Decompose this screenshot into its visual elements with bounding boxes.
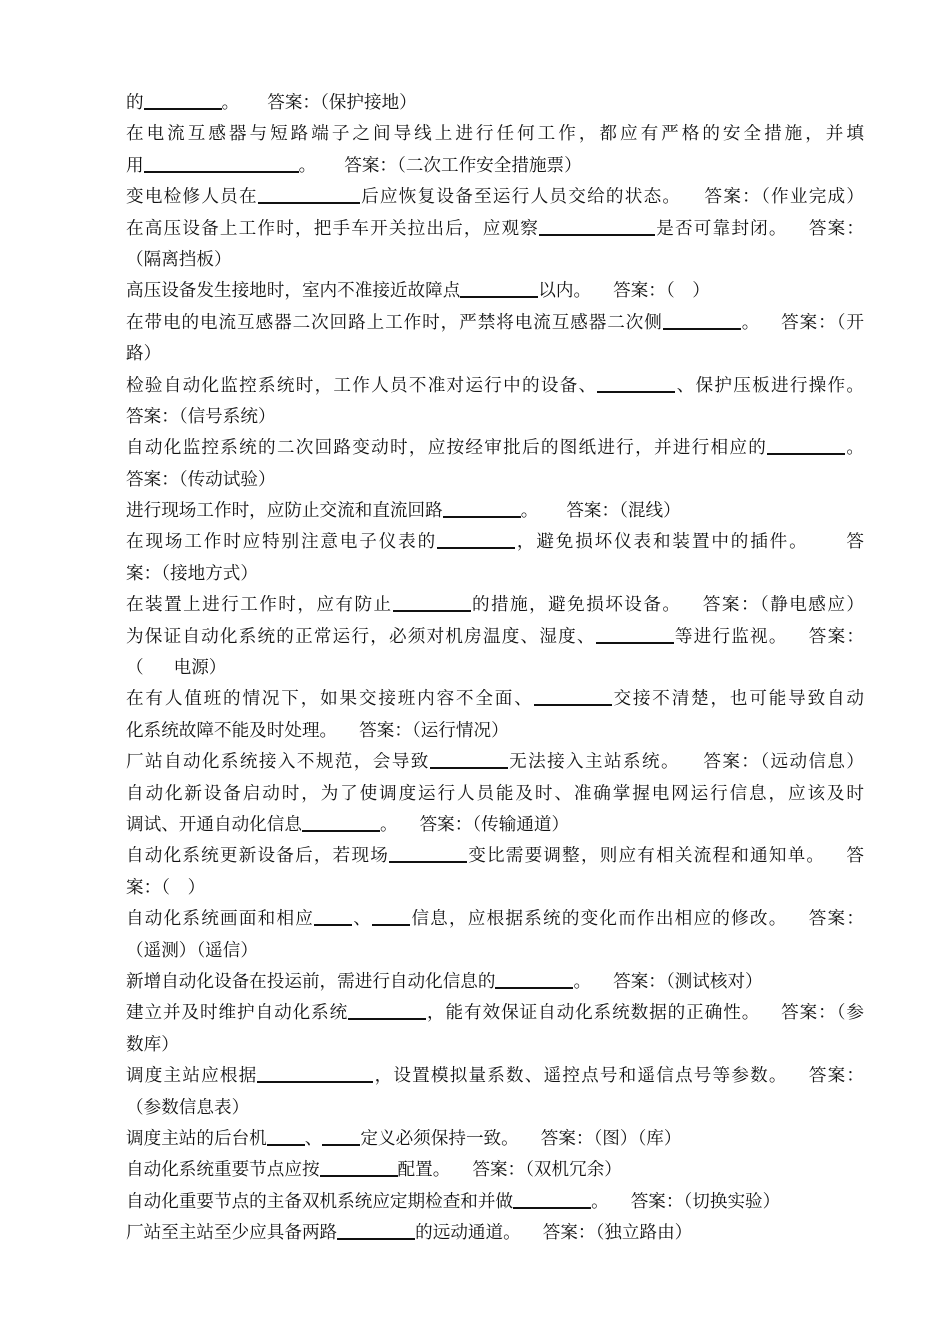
text-line xyxy=(126,1061,864,1092)
text-line xyxy=(126,1155,864,1186)
text-segment: 。 xyxy=(591,1191,609,1212)
text-segment: 的措施，避免损坏设备。 xyxy=(470,595,682,616)
text-segment: 答案：（混线） xyxy=(566,501,681,522)
text-segment: ，设置模拟量系数、遥控点号和遥信点号等参数。 xyxy=(373,1066,788,1087)
text-segment: 答案：（静电感应） xyxy=(701,595,864,616)
text-segment: 答案：（图）（库） xyxy=(540,1128,682,1149)
text-segment: 。 xyxy=(379,814,398,835)
text-segment: 后应恢复设备至运行人员交给的状态。 xyxy=(359,187,682,208)
text-segment: 用 xyxy=(126,155,144,176)
text-line xyxy=(126,182,864,213)
text-line xyxy=(126,590,864,621)
text-segment: （隔离挡板） xyxy=(126,249,232,270)
text-segment: （ xyxy=(126,658,144,679)
fill-in-blank xyxy=(663,308,741,330)
text-segment: 变比需要调整，则应有相关流程和通知单。 xyxy=(467,846,826,867)
text-line xyxy=(126,119,864,150)
text-segment: 变电检修人员在 xyxy=(126,187,258,208)
fill-in-blank xyxy=(389,841,467,863)
text-segment: 。 xyxy=(845,438,864,459)
text-segment: 信息，应根据系统的变化而作出相应的修改。 xyxy=(410,909,788,930)
text-segment: 在有人值班的情况下，如果交接班内容不全面、 xyxy=(126,689,534,710)
text-segment: 电源） xyxy=(173,658,227,679)
text-segment: 答案：（信号系统） xyxy=(126,406,276,427)
fill-in-blank xyxy=(597,371,675,393)
text-line xyxy=(126,622,864,653)
text-segment: 。 xyxy=(573,971,592,992)
text-line xyxy=(126,1093,864,1124)
text-line xyxy=(126,684,864,715)
text-segment: 。 xyxy=(740,312,761,333)
text-segment: 案：（接地方式） xyxy=(126,563,258,584)
text-segment: 答案：（ ） xyxy=(613,281,710,302)
text-segment: 答案：（作业完成） xyxy=(703,187,864,208)
text-segment: 自动化系统画面和相应 xyxy=(126,909,315,930)
text-segment: 。 xyxy=(221,93,240,113)
text-line xyxy=(126,873,864,904)
text-segment: 厂站自动化系统接入不规范，会导致 xyxy=(126,752,430,773)
text-segment: 答案： xyxy=(807,626,864,647)
text-line xyxy=(126,151,864,182)
text-segment: 答案：（参 xyxy=(780,1003,864,1024)
text-line xyxy=(126,1218,864,1249)
text-segment: 答案：（独立路由） xyxy=(542,1223,693,1244)
text-line xyxy=(126,967,864,998)
fill-in-blank xyxy=(767,433,845,455)
fill-in-blank xyxy=(534,684,612,706)
document-page xyxy=(126,88,864,1249)
text-segment: 定义必须保持一致。 xyxy=(360,1128,519,1149)
text-segment: （遥测）（遥信） xyxy=(126,940,258,961)
text-segment: 为保证自动化系统的正常运行，必须对机房温度、湿度、 xyxy=(126,626,596,647)
fill-in-blank xyxy=(443,496,521,518)
fill-in-blank xyxy=(302,810,380,832)
text-segment: 、 xyxy=(352,909,373,930)
text-line xyxy=(126,308,864,339)
text-segment: 在带电的电流互感器二次回路上工作时，严禁将电流互感器二次侧 xyxy=(126,312,663,333)
text-segment: 路） xyxy=(126,344,162,365)
fill-in-blank xyxy=(596,622,674,644)
text-line xyxy=(126,245,864,276)
text-segment: 配置。 xyxy=(397,1160,451,1181)
text-segment: 数库） xyxy=(126,1034,179,1055)
text-line xyxy=(126,841,864,872)
fill-in-blank xyxy=(430,747,508,769)
text-line xyxy=(126,465,864,496)
text-segment: 答 xyxy=(845,846,864,867)
text-segment: 新增自动化设备在投运前，需进行自动化信息的 xyxy=(126,971,496,992)
fill-in-blank xyxy=(257,1061,373,1083)
text-line xyxy=(126,904,864,935)
fill-in-blank xyxy=(144,151,299,173)
text-segment: 自动化系统更新设备后，若现场 xyxy=(126,846,390,867)
text-line xyxy=(126,496,864,527)
fill-in-blank xyxy=(348,998,426,1020)
text-line xyxy=(126,527,864,558)
text-segment: 在高压设备上工作时，把手车开关拉出后，应观察 xyxy=(126,218,540,239)
text-segment: 答案：（测试核对） xyxy=(613,971,763,992)
text-segment: 答 xyxy=(844,532,864,553)
text-line xyxy=(126,276,864,307)
text-segment: 答案： xyxy=(807,909,864,930)
fill-in-blank xyxy=(495,967,573,989)
text-line xyxy=(126,747,864,778)
text-line xyxy=(126,810,864,841)
fill-in-blank xyxy=(437,527,515,549)
text-segment: 的 xyxy=(126,93,144,113)
fill-in-blank xyxy=(539,214,655,236)
text-line xyxy=(126,716,864,747)
text-line xyxy=(126,433,864,464)
fill-in-blank xyxy=(513,1187,591,1209)
text-line xyxy=(126,779,864,810)
fill-in-blank xyxy=(322,1124,360,1146)
text-segment: 是否可靠封闭。 xyxy=(655,218,788,239)
text-segment: 在装置上进行工作时，应有防止 xyxy=(126,595,393,616)
text-line xyxy=(126,1124,864,1155)
text-segment: ，能有效保证自动化系统数据的正确性。 xyxy=(426,1003,761,1024)
text-segment: 答案：（双机冗余） xyxy=(472,1160,622,1181)
text-segment: 自动化重要节点的主备双机系统应定期检查和并做 xyxy=(126,1191,514,1212)
text-segment: 在电流互感器与短路端子之间导线上进行任何工作，都应有严格的安全措施，并填 xyxy=(126,124,864,145)
fill-in-blank xyxy=(320,1155,398,1177)
text-segment: 厂站至主站至少应具备两路 xyxy=(126,1223,338,1244)
text-segment: 调试、开通自动化信息 xyxy=(126,814,302,835)
text-segment: 建立并及时维护自动化系统 xyxy=(126,1003,349,1024)
text-line xyxy=(126,1187,864,1218)
fill-in-blank xyxy=(258,182,360,204)
text-segment: 、 xyxy=(304,1128,323,1149)
text-segment: 调度主站的后台机 xyxy=(126,1128,267,1149)
text-line xyxy=(126,998,864,1029)
text-line xyxy=(126,402,864,433)
fill-in-blank xyxy=(314,904,352,926)
text-segment: 的远动通道。 xyxy=(415,1223,521,1244)
text-line xyxy=(126,936,864,967)
text-segment: 交接不清楚，也可能导致自动 xyxy=(611,689,864,710)
text-line xyxy=(126,559,864,590)
text-segment: 检验自动化监控系统时，工作人员不准对运行中的设备、 xyxy=(126,375,598,396)
text-segment: 答案：（二次工作安全措施票） xyxy=(344,155,582,176)
text-segment: 自动化新设备启动时，为了使调度运行人员能及时、准确掌握电网运行信息，应该及时 xyxy=(126,783,864,804)
fill-in-blank xyxy=(144,88,222,110)
text-segment: 答案：（传动试验） xyxy=(126,469,276,490)
text-segment: 答案： xyxy=(807,1066,864,1087)
text-segment: 自动化系统重要节点应按 xyxy=(126,1160,320,1181)
text-segment: 答案： xyxy=(807,218,864,239)
text-segment: 答案：（远动信息） xyxy=(701,752,864,773)
text-line xyxy=(126,371,864,402)
text-segment: 化系统故障不能及时处理。 xyxy=(126,720,338,741)
text-segment: 以内。 xyxy=(538,281,592,302)
fill-in-blank xyxy=(337,1218,415,1240)
fill-in-blank xyxy=(460,276,538,298)
text-segment: 答案：（传输通道） xyxy=(419,814,570,835)
text-segment: 自动化监控系统的二次回路变动时，应按经审批后的图纸进行，并进行相应的 xyxy=(126,438,768,459)
text-segment: 在现场工作时应特别注意电子仪表的 xyxy=(126,532,438,553)
text-segment: 答案：（开 xyxy=(780,312,864,333)
fill-in-blank xyxy=(267,1124,305,1146)
text-segment: 。 xyxy=(520,501,539,522)
fill-in-blank xyxy=(372,904,410,926)
text-segment: 进行现场工作时，应防止交流和直流回路 xyxy=(126,501,443,522)
text-line xyxy=(126,214,864,245)
text-line xyxy=(126,1030,864,1061)
text-segment: （参数信息表） xyxy=(126,1097,250,1118)
text-segment: 、保护压板进行操作。 xyxy=(675,375,864,396)
text-segment: 答案：（切换实验） xyxy=(630,1191,781,1212)
text-segment: 答案：（运行情况） xyxy=(359,720,509,741)
fill-in-blank xyxy=(393,590,471,612)
text-segment: 无法接入主站系统。 xyxy=(507,752,680,773)
text-segment: 答案：（保护接地） xyxy=(267,93,417,113)
text-segment: 案：（ ） xyxy=(126,877,206,898)
text-segment: 高压设备发生接地时，室内不准接近故障点 xyxy=(126,281,461,302)
text-line xyxy=(126,88,864,119)
text-segment: ，避免损坏仪表和装置中的插件。 xyxy=(515,532,809,553)
text-line xyxy=(126,653,864,684)
text-segment: 等进行监视。 xyxy=(673,626,788,647)
text-segment: 调度主站应根据 xyxy=(126,1066,258,1087)
text-segment: 。 xyxy=(298,155,317,176)
text-line xyxy=(126,339,864,370)
